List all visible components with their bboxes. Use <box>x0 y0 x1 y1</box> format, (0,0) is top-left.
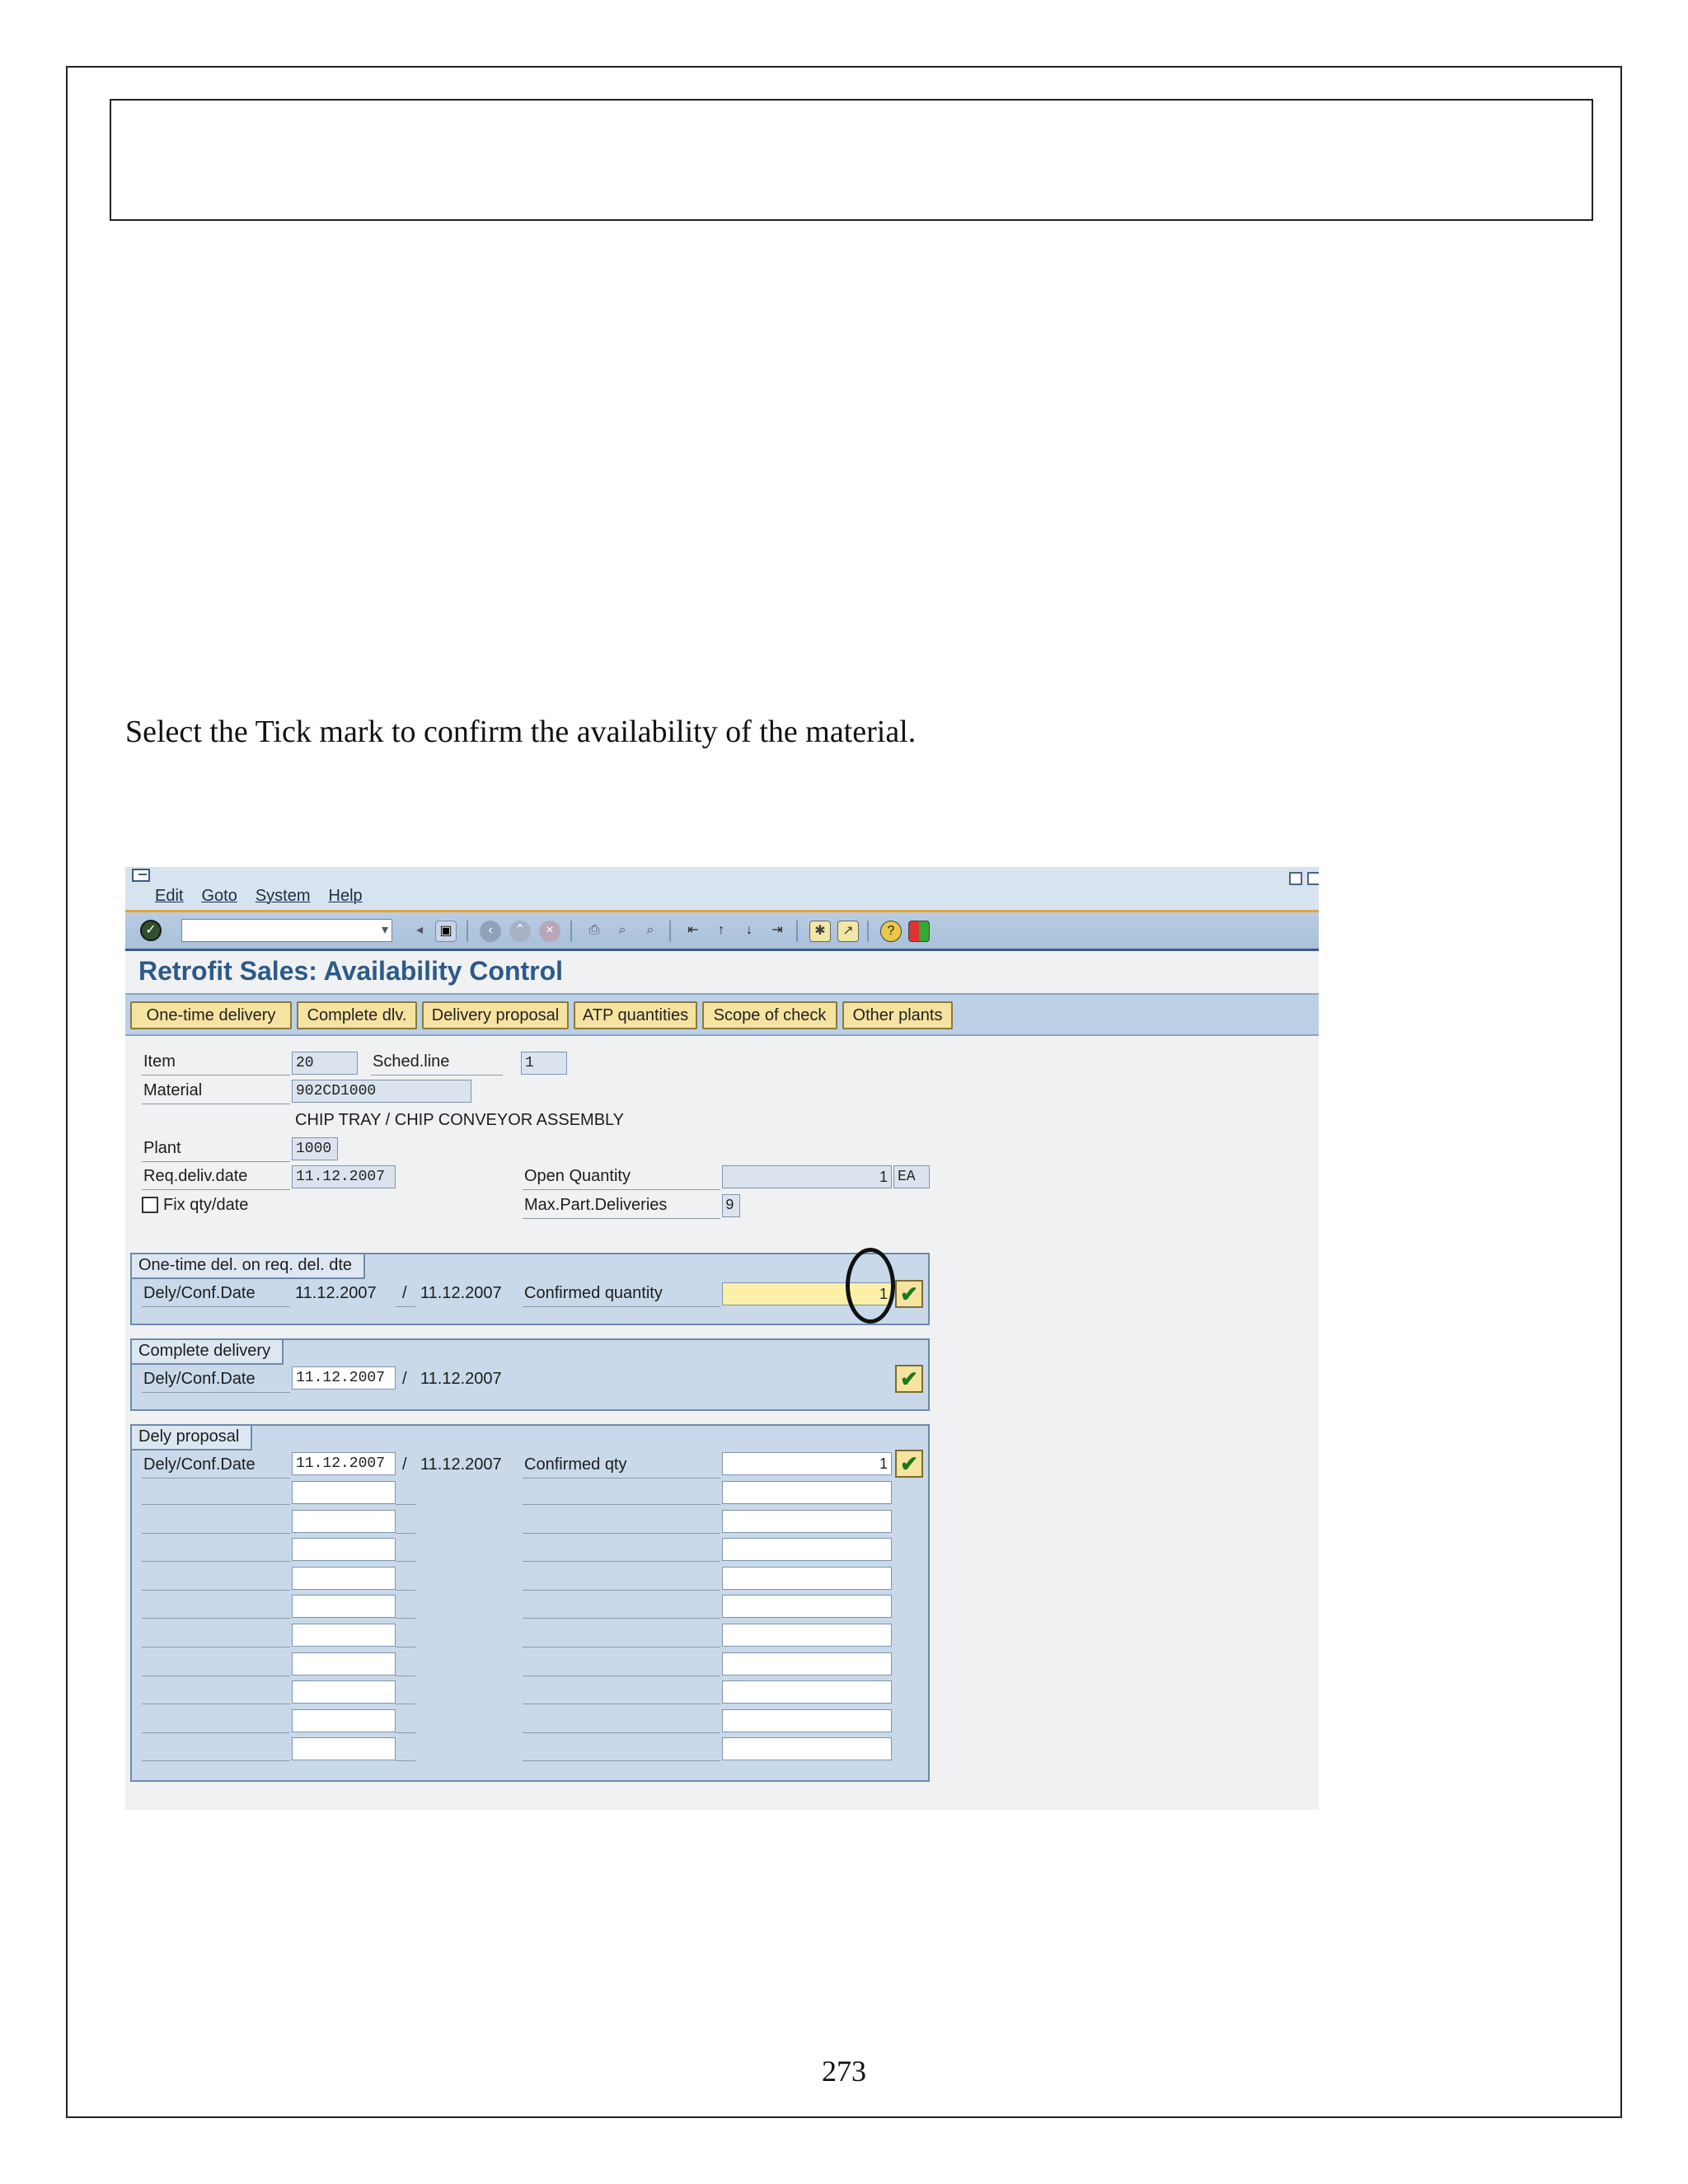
g3-confirm-tick-button[interactable]: ✔ <box>895 1450 923 1478</box>
g3-row-slash-underline <box>396 1732 415 1733</box>
g3-row-qty-underline <box>523 1533 720 1534</box>
g2-date2: 11.12.2007 <box>420 1370 502 1388</box>
application-toolbar <box>125 993 1319 1036</box>
g3-row-date-underline <box>142 1760 290 1761</box>
material-field[interactable]: 902CD1000 <box>292 1080 471 1103</box>
shortcut-icon[interactable]: ↗ <box>837 921 859 942</box>
atp-quantities-button[interactable]: ATP quantities <box>574 1001 697 1029</box>
g3-row-date-field[interactable] <box>292 1481 396 1504</box>
g3-row-qty-underline <box>523 1590 720 1591</box>
openqty-label: Open Quantity <box>524 1167 631 1185</box>
g3-row-qty-underline <box>523 1732 720 1733</box>
material-label: Material <box>143 1081 203 1099</box>
first-page-icon[interactable]: ⇤ <box>687 923 699 937</box>
g3-row-slash-underline <box>396 1590 415 1591</box>
save-icon[interactable]: ▣ <box>435 921 457 942</box>
complete-dlv-button[interactable]: Complete dlv. <box>297 1001 417 1029</box>
new-session-icon[interactable]: ✱ <box>809 921 831 942</box>
g3-row-qty-field[interactable] <box>722 1652 892 1675</box>
g3-row-date-underline <box>142 1504 290 1505</box>
g3-row-date-field[interactable] <box>292 1709 396 1732</box>
g3-row-date-underline <box>142 1561 290 1562</box>
g3-slash: / <box>402 1455 407 1474</box>
highlight-circle <box>846 1248 895 1324</box>
g3-date2: 11.12.2007 <box>420 1455 502 1474</box>
g1-confirmed-quantity-field[interactable]: 1 <box>722 1282 892 1305</box>
g3-row-date-field[interactable] <box>292 1737 396 1760</box>
maximize-icon[interactable] <box>1307 872 1319 885</box>
system-menu-icon[interactable] <box>132 869 150 882</box>
g2-date1-field[interactable]: 11.12.2007 <box>292 1366 396 1390</box>
minimize-icon[interactable] <box>1289 872 1302 885</box>
fix-qty-date-checkbox[interactable] <box>142 1197 158 1213</box>
other-plants-button[interactable]: Other plants <box>842 1001 953 1029</box>
reqdate-field[interactable]: 11.12.2007 <box>292 1165 396 1188</box>
scope-of-check-button[interactable]: Scope of check <box>702 1001 837 1029</box>
g3-row-qty-field[interactable] <box>722 1709 892 1732</box>
g3-row-slash-underline <box>396 1760 415 1761</box>
g1-qty-label: Confirmed quantity <box>524 1284 663 1302</box>
maxpart-label: Max.Part.Deliveries <box>524 1196 668 1214</box>
reqdate-label: Req.deliv.date <box>143 1167 248 1185</box>
menu-goto[interactable]: Goto <box>201 887 237 905</box>
g3-row-qty-field[interactable] <box>722 1567 892 1590</box>
g3-confirmed-qty-field[interactable]: 1 <box>722 1452 892 1475</box>
sap-screenshot <box>125 867 1319 1810</box>
g3-date-label: Dely/Conf.Date <box>143 1455 256 1474</box>
layout-menu-icon[interactable] <box>908 921 930 942</box>
g3-row-qty-field[interactable] <box>722 1624 892 1647</box>
menu-help[interactable]: Help <box>328 887 363 905</box>
next-page-icon[interactable]: ↓ <box>746 923 753 937</box>
g1-slash: / <box>402 1284 407 1302</box>
g3-row-date-field[interactable] <box>292 1652 396 1675</box>
cancel-icon[interactable]: × <box>539 921 560 942</box>
g3-row-date-field[interactable] <box>292 1624 396 1647</box>
schedline-label: Sched.line <box>373 1052 450 1071</box>
standard-toolbar <box>125 910 1319 951</box>
g3-row-date-underline <box>142 1675 290 1676</box>
screen-title: Retrofit Sales: Availability Control <box>138 956 564 986</box>
command-dropdown-icon[interactable]: ▾ <box>381 923 388 937</box>
g3-row-qty-field[interactable] <box>722 1595 892 1618</box>
item-label: Item <box>143 1052 176 1071</box>
g3-row-qty-underline <box>523 1504 720 1505</box>
exit-icon[interactable]: ⌃ <box>509 921 531 942</box>
g3-row-date-field[interactable] <box>292 1567 396 1590</box>
schedline-field[interactable]: 1 <box>521 1052 567 1075</box>
g3-date1-field[interactable]: 11.12.2007 <box>292 1452 396 1475</box>
g3-row-date-field[interactable] <box>292 1510 396 1533</box>
g3-row-date-field[interactable] <box>292 1595 396 1618</box>
g1-date2: 11.12.2007 <box>420 1284 502 1302</box>
g3-row-qty-field[interactable] <box>722 1538 892 1561</box>
maxpart-field[interactable]: 9 <box>722 1194 740 1217</box>
page-number: 273 <box>822 2055 866 2088</box>
g3-row-slash-underline <box>396 1618 415 1619</box>
back-icon[interactable]: ‹ <box>480 921 501 942</box>
menu-edit[interactable]: Edit <box>155 887 184 905</box>
g3-row-qty-field[interactable] <box>722 1737 892 1760</box>
menu-bar <box>125 867 1319 910</box>
g2-slash: / <box>402 1370 407 1388</box>
find-icon[interactable]: ⌕ <box>618 923 626 937</box>
g3-qty-label: Confirmed qty <box>524 1455 627 1474</box>
g3-row-qty-underline <box>523 1760 720 1761</box>
g3-row-date-field[interactable] <box>292 1680 396 1704</box>
plant-label: Plant <box>143 1139 181 1157</box>
item-field[interactable]: 20 <box>292 1052 358 1075</box>
g3-row-slash-underline <box>396 1533 415 1534</box>
g3-row-date-underline <box>142 1533 290 1534</box>
g3-row-qty-field[interactable] <box>722 1510 892 1533</box>
g3-row-date-underline <box>142 1590 290 1591</box>
g3-row-qty-underline <box>523 1561 720 1562</box>
g3-row-qty-underline <box>523 1675 720 1676</box>
g3-row-slash-underline <box>396 1675 415 1676</box>
plant-field[interactable]: 1000 <box>292 1137 338 1160</box>
delivery-proposal-button[interactable]: Delivery proposal <box>422 1001 569 1029</box>
instruction-text: Select the Tick mark to confirm the availability of the material. <box>125 715 917 749</box>
g3-row-qty-underline <box>523 1618 720 1619</box>
g3-row-qty-field[interactable] <box>722 1680 892 1704</box>
back-arrow-icon[interactable]: ◂ <box>415 923 424 937</box>
g3-row-slash-underline <box>396 1561 415 1562</box>
one-time-delivery-group-title: One-time del. on req. del. dte <box>132 1254 365 1279</box>
find-next-icon[interactable]: ⌕ <box>646 923 654 937</box>
menu-system[interactable]: System <box>255 887 311 905</box>
g3-row-date-underline <box>142 1618 290 1619</box>
g1-date-label: Dely/Conf.Date <box>143 1284 256 1302</box>
last-page-icon[interactable]: ⇥ <box>771 923 783 937</box>
complete-delivery-group-title: Complete delivery <box>132 1340 284 1365</box>
dely-proposal-group-title: Dely proposal <box>132 1426 252 1451</box>
g3-row-date-underline <box>142 1732 290 1733</box>
g3-row-date-field[interactable] <box>292 1538 396 1561</box>
one-time-delivery-button[interactable]: One-time delivery <box>130 1001 292 1029</box>
enter-check-icon[interactable]: ✓ <box>140 920 162 941</box>
material-description: CHIP TRAY / CHIP CONVEYOR ASSEMBLY <box>295 1111 625 1129</box>
command-field[interactable] <box>181 919 392 942</box>
g2-confirm-tick-button[interactable]: ✔ <box>895 1365 923 1393</box>
g3-row-qty-field[interactable] <box>722 1481 892 1504</box>
g2-date-label: Dely/Conf.Date <box>143 1370 256 1388</box>
g1-date1: 11.12.2007 <box>295 1284 377 1302</box>
previous-page-icon[interactable]: ↑ <box>718 923 724 937</box>
openqty-field[interactable]: 1 <box>722 1165 892 1188</box>
header-box <box>110 99 1593 221</box>
help-icon[interactable]: ? <box>880 921 902 942</box>
openqty-unit-field[interactable]: EA <box>893 1165 930 1188</box>
g1-confirm-tick-button[interactable]: ✔ <box>895 1280 923 1308</box>
fix-qty-date-label: Fix qty/date <box>163 1196 249 1214</box>
g3-row-slash-underline <box>396 1504 415 1505</box>
print-icon[interactable]: ⎙ <box>588 923 600 937</box>
